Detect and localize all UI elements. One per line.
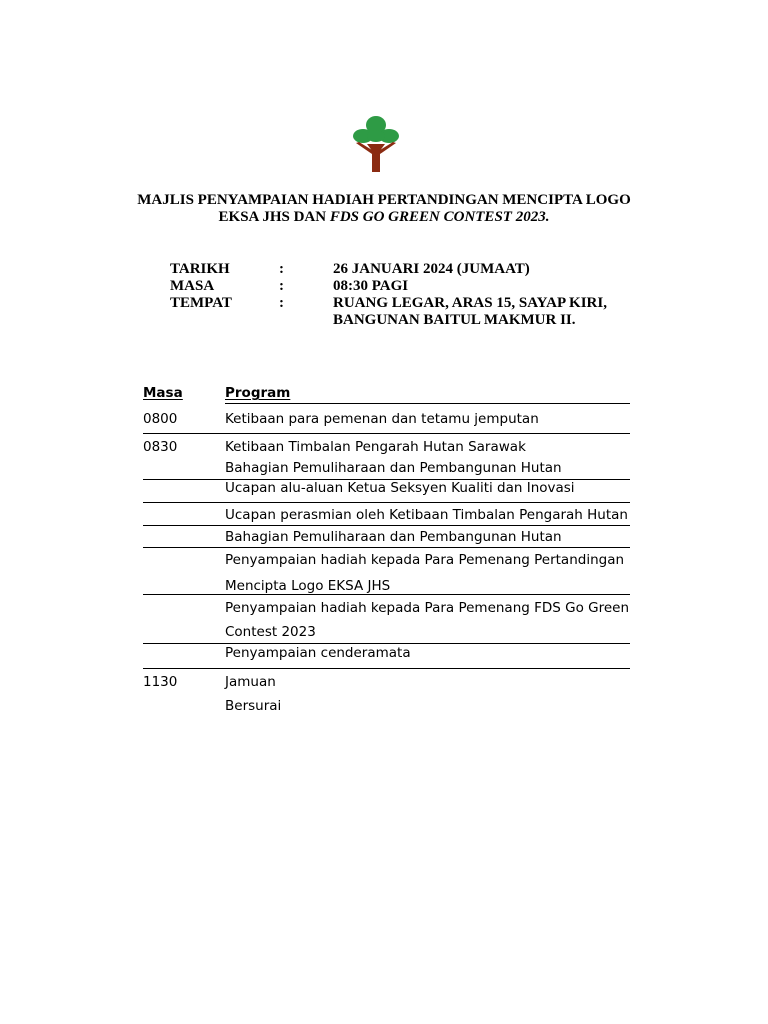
detail-row-time	[0, 278, 768, 295]
row-rule	[143, 643, 630, 644]
detail-value: 08:30 PAGI	[333, 278, 409, 294]
row-time: 0800	[143, 411, 178, 427]
row-time: 1130	[143, 674, 178, 690]
title-line-2-italic: FDS GO GREEN CONTEST 2023.	[329, 209, 550, 225]
row-text: Jamuan	[225, 674, 276, 690]
program-header-row	[143, 385, 630, 403]
title-line-2	[0, 209, 768, 226]
detail-row-venue	[0, 295, 768, 329]
row-text: Contest 2023	[225, 624, 316, 640]
detail-value: RUANG LEGAR, ARAS 15, SAYAP KIRI, BANGUNAN BAITUL MAKMUR II.	[333, 295, 607, 328]
event-details	[0, 261, 768, 329]
header-program	[225, 385, 630, 401]
title-line-1: MAJLIS PENYAMPAIAN HADIAH PERTANDINGAN MENCIPTA LOGO	[137, 192, 631, 208]
detail-label: MASA	[170, 278, 215, 294]
event-title	[0, 192, 768, 226]
program-row	[143, 411, 630, 427]
row-text: Penyampaian hadiah kepada Para Pemenang FDS Go Green	[225, 600, 630, 616]
row-rule	[143, 433, 630, 434]
row-text: Bersurai	[225, 698, 282, 714]
detail-label: TEMPAT	[170, 295, 232, 311]
program-row	[143, 670, 630, 718]
program-table	[143, 385, 630, 714]
detail-label: TARIKH	[170, 261, 230, 277]
header-program-label: Program	[225, 385, 291, 401]
row-text: Penyampaian cenderamata	[225, 645, 411, 661]
row-text: Ucapan alu-aluan Ketua Seksyen Kualiti dan Inovasi	[225, 480, 575, 496]
program-row	[143, 504, 630, 548]
row-text: Ketibaan para pemenan dan tetamu jemputan	[225, 411, 539, 427]
row-rule	[143, 502, 630, 503]
row-rule	[143, 668, 630, 669]
title-line-2-text: EKSA JHS DAN	[218, 209, 330, 225]
row-text: Ketibaan Timbalan Pengarah Hutan Sarawak	[225, 439, 526, 455]
row-text: Mencipta Logo EKSA JHS	[225, 578, 391, 594]
detail-separator: :	[279, 278, 284, 294]
row-time: 0830	[143, 439, 178, 455]
header-time	[143, 385, 183, 401]
program-row	[143, 547, 630, 599]
detail-separator: :	[279, 295, 284, 311]
program-row	[143, 645, 630, 661]
program-row	[143, 596, 630, 644]
detail-value: 26 JANUARI 2024 (JUMAAT)	[333, 261, 530, 277]
tree-logo-icon	[350, 114, 402, 172]
header-rule	[225, 403, 630, 404]
row-text: Ucapan perasmian oleh Ketibaan Timbalan Pengarah Hutan	[225, 507, 628, 523]
row-text: Bahagian Pemuliharaan dan Pembangunan Hutan	[225, 460, 562, 476]
header-time-label: Masa	[143, 385, 183, 401]
row-text: Bahagian Pemuliharaan dan Pembangunan Hutan	[225, 529, 562, 545]
row-rule	[143, 594, 630, 595]
program-row	[143, 437, 630, 479]
detail-row-date	[0, 261, 768, 278]
detail-separator: :	[279, 261, 284, 277]
program-row	[143, 480, 630, 496]
row-rule	[143, 525, 630, 526]
row-text: Penyampaian hadiah kepada Para Pemenang Pertandingan	[225, 552, 625, 568]
